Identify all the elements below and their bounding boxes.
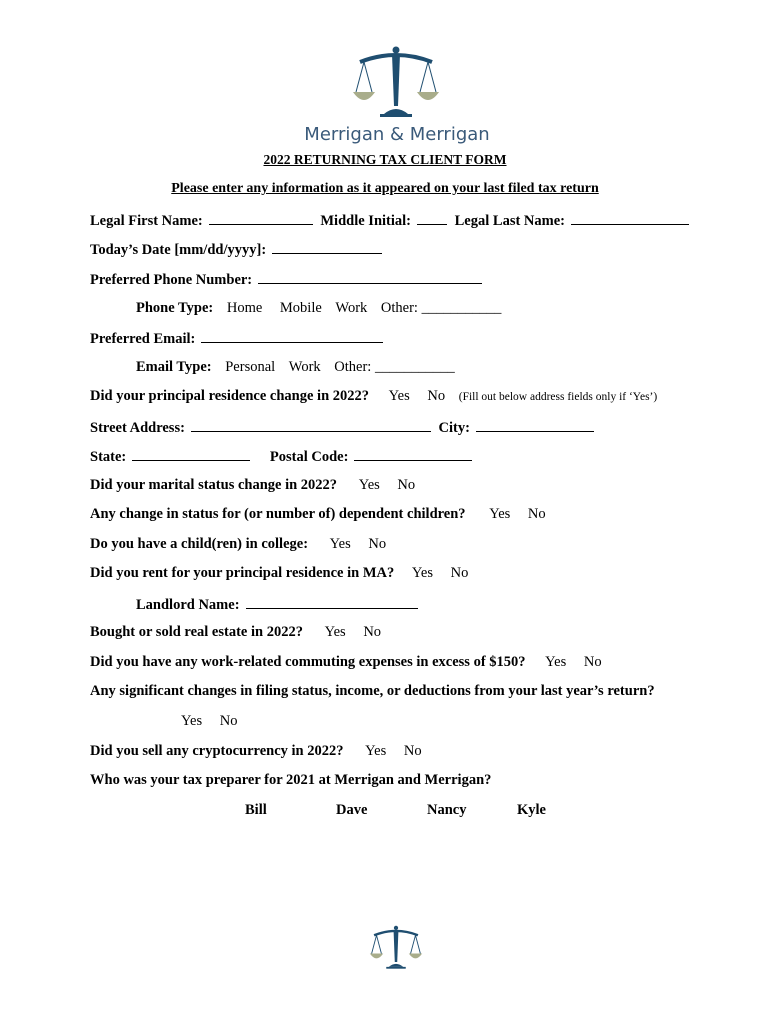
- email-type-personal[interactable]: Personal: [225, 359, 276, 375]
- rent-no[interactable]: No: [450, 565, 469, 581]
- city-label: City:: [438, 420, 470, 436]
- real-estate-row: [90, 624, 381, 641]
- email-type-other[interactable]: Other: ___________: [334, 359, 455, 375]
- crypto-question: Did you sell any cryptocurrency in 2022?: [90, 743, 344, 759]
- residence-note: (Fill out below address fields only if ‘Yes’): [458, 391, 658, 403]
- phone-field[interactable]: [258, 270, 482, 284]
- rent-question: Did you rent for your principal residence in MA?: [90, 565, 395, 581]
- last-name-label: Legal Last Name:: [454, 213, 565, 229]
- first-name-field[interactable]: [209, 211, 313, 225]
- landlord-label: Landlord Name:: [136, 597, 240, 613]
- preparer-bill[interactable]: Bill: [245, 802, 267, 818]
- state-row: [90, 447, 472, 466]
- phone-type-home[interactable]: Home: [226, 300, 263, 316]
- preparer-row: [90, 772, 491, 789]
- date-field[interactable]: [272, 240, 382, 254]
- commuting-yes[interactable]: Yes: [545, 654, 567, 670]
- college-row: [90, 536, 386, 553]
- preparer-question: Who was your tax preparer for 2021 at Merrigan and Merrigan?: [90, 772, 492, 788]
- postal-label: Postal Code:: [269, 449, 349, 465]
- dependents-question: Any change in status for (or number of) dependent children?: [90, 506, 466, 522]
- form-title: 2022 RETURNING TAX CLIENT FORM: [263, 152, 507, 167]
- email-field[interactable]: [201, 329, 383, 343]
- email-type-label: Email Type:: [136, 359, 212, 375]
- dependents-no[interactable]: No: [527, 506, 546, 522]
- firm-logo-text: Merrigan & Merrigan: [304, 124, 490, 145]
- phone-label: Preferred Phone Number:: [90, 272, 253, 288]
- marital-yes[interactable]: Yes: [358, 477, 380, 493]
- college-no[interactable]: No: [368, 536, 387, 552]
- phone-type-mobile[interactable]: Mobile: [279, 300, 322, 316]
- college-question: Do you have a child(ren) in college:: [90, 536, 309, 552]
- form-subtitle: Please enter any information as it appeared on your last filed tax return: [171, 181, 599, 196]
- rent-row: [90, 565, 468, 582]
- crypto-yes[interactable]: Yes: [365, 743, 387, 759]
- email-label: Preferred Email:: [90, 331, 196, 347]
- date-row: [90, 240, 382, 259]
- marital-no[interactable]: No: [397, 477, 416, 493]
- crypto-row: [90, 743, 422, 760]
- phone-type-work[interactable]: Work: [335, 300, 368, 316]
- landlord-field[interactable]: [246, 595, 418, 609]
- filing-question: Any significant changes in filing status, income, or deductions from your last year’s return?: [90, 683, 655, 699]
- first-name-label: Legal First Name:: [90, 213, 203, 229]
- filing-options: [181, 713, 237, 730]
- real-estate-no[interactable]: No: [363, 624, 382, 640]
- postal-field[interactable]: [354, 447, 472, 461]
- commuting-no[interactable]: No: [583, 654, 602, 670]
- marital-row: [90, 477, 415, 494]
- last-name-field[interactable]: [571, 211, 689, 225]
- middle-initial-field[interactable]: [417, 211, 447, 225]
- phone-type-other[interactable]: Other: ___________: [380, 300, 502, 316]
- email-type-row: [136, 359, 455, 376]
- preparer-nancy[interactable]: Nancy: [427, 802, 467, 818]
- filing-no[interactable]: No: [219, 713, 238, 729]
- phone-row: [90, 270, 482, 289]
- street-row: [90, 418, 594, 437]
- middle-initial-label: Middle Initial:: [320, 213, 412, 229]
- college-yes[interactable]: Yes: [329, 536, 351, 552]
- landlord-row: [136, 595, 418, 614]
- residence-question: Did your principal residence change in 2022?: [90, 388, 370, 404]
- date-label: Today’s Date [mm/dd/yyyy]:: [90, 242, 267, 258]
- preparer-dave[interactable]: Dave: [336, 802, 368, 818]
- scales-logo-icon: [350, 44, 442, 122]
- rent-yes[interactable]: Yes: [411, 565, 433, 581]
- phone-type-label: Phone Type:: [136, 300, 214, 316]
- real-estate-question: Bought or sold real estate in 2022?: [90, 624, 303, 640]
- state-field[interactable]: [132, 447, 250, 461]
- residence-no[interactable]: No: [427, 388, 446, 404]
- email-row: [90, 329, 383, 348]
- commuting-question: Did you have any work-related commuting expenses in excess of $150?: [90, 654, 526, 670]
- residence-row: [90, 388, 657, 405]
- preparer-kyle[interactable]: Kyle: [517, 802, 546, 818]
- crypto-no[interactable]: No: [403, 743, 422, 759]
- name-row: [90, 211, 689, 230]
- street-field[interactable]: [191, 418, 431, 432]
- filing-yes[interactable]: Yes: [181, 713, 203, 729]
- city-field[interactable]: [476, 418, 594, 432]
- street-label: Street Address:: [90, 420, 185, 436]
- footer-scales-icon: [368, 920, 424, 976]
- filing-row: [90, 683, 655, 700]
- email-type-work[interactable]: Work: [288, 359, 321, 375]
- residence-yes[interactable]: Yes: [388, 388, 410, 404]
- real-estate-yes[interactable]: Yes: [324, 624, 346, 640]
- state-label: State:: [90, 449, 127, 465]
- dependents-yes[interactable]: Yes: [489, 506, 511, 522]
- dependents-row: [90, 506, 546, 523]
- marital-question: Did your marital status change in 2022?: [90, 477, 338, 493]
- phone-type-row: [136, 300, 501, 317]
- commuting-row: [90, 654, 602, 671]
